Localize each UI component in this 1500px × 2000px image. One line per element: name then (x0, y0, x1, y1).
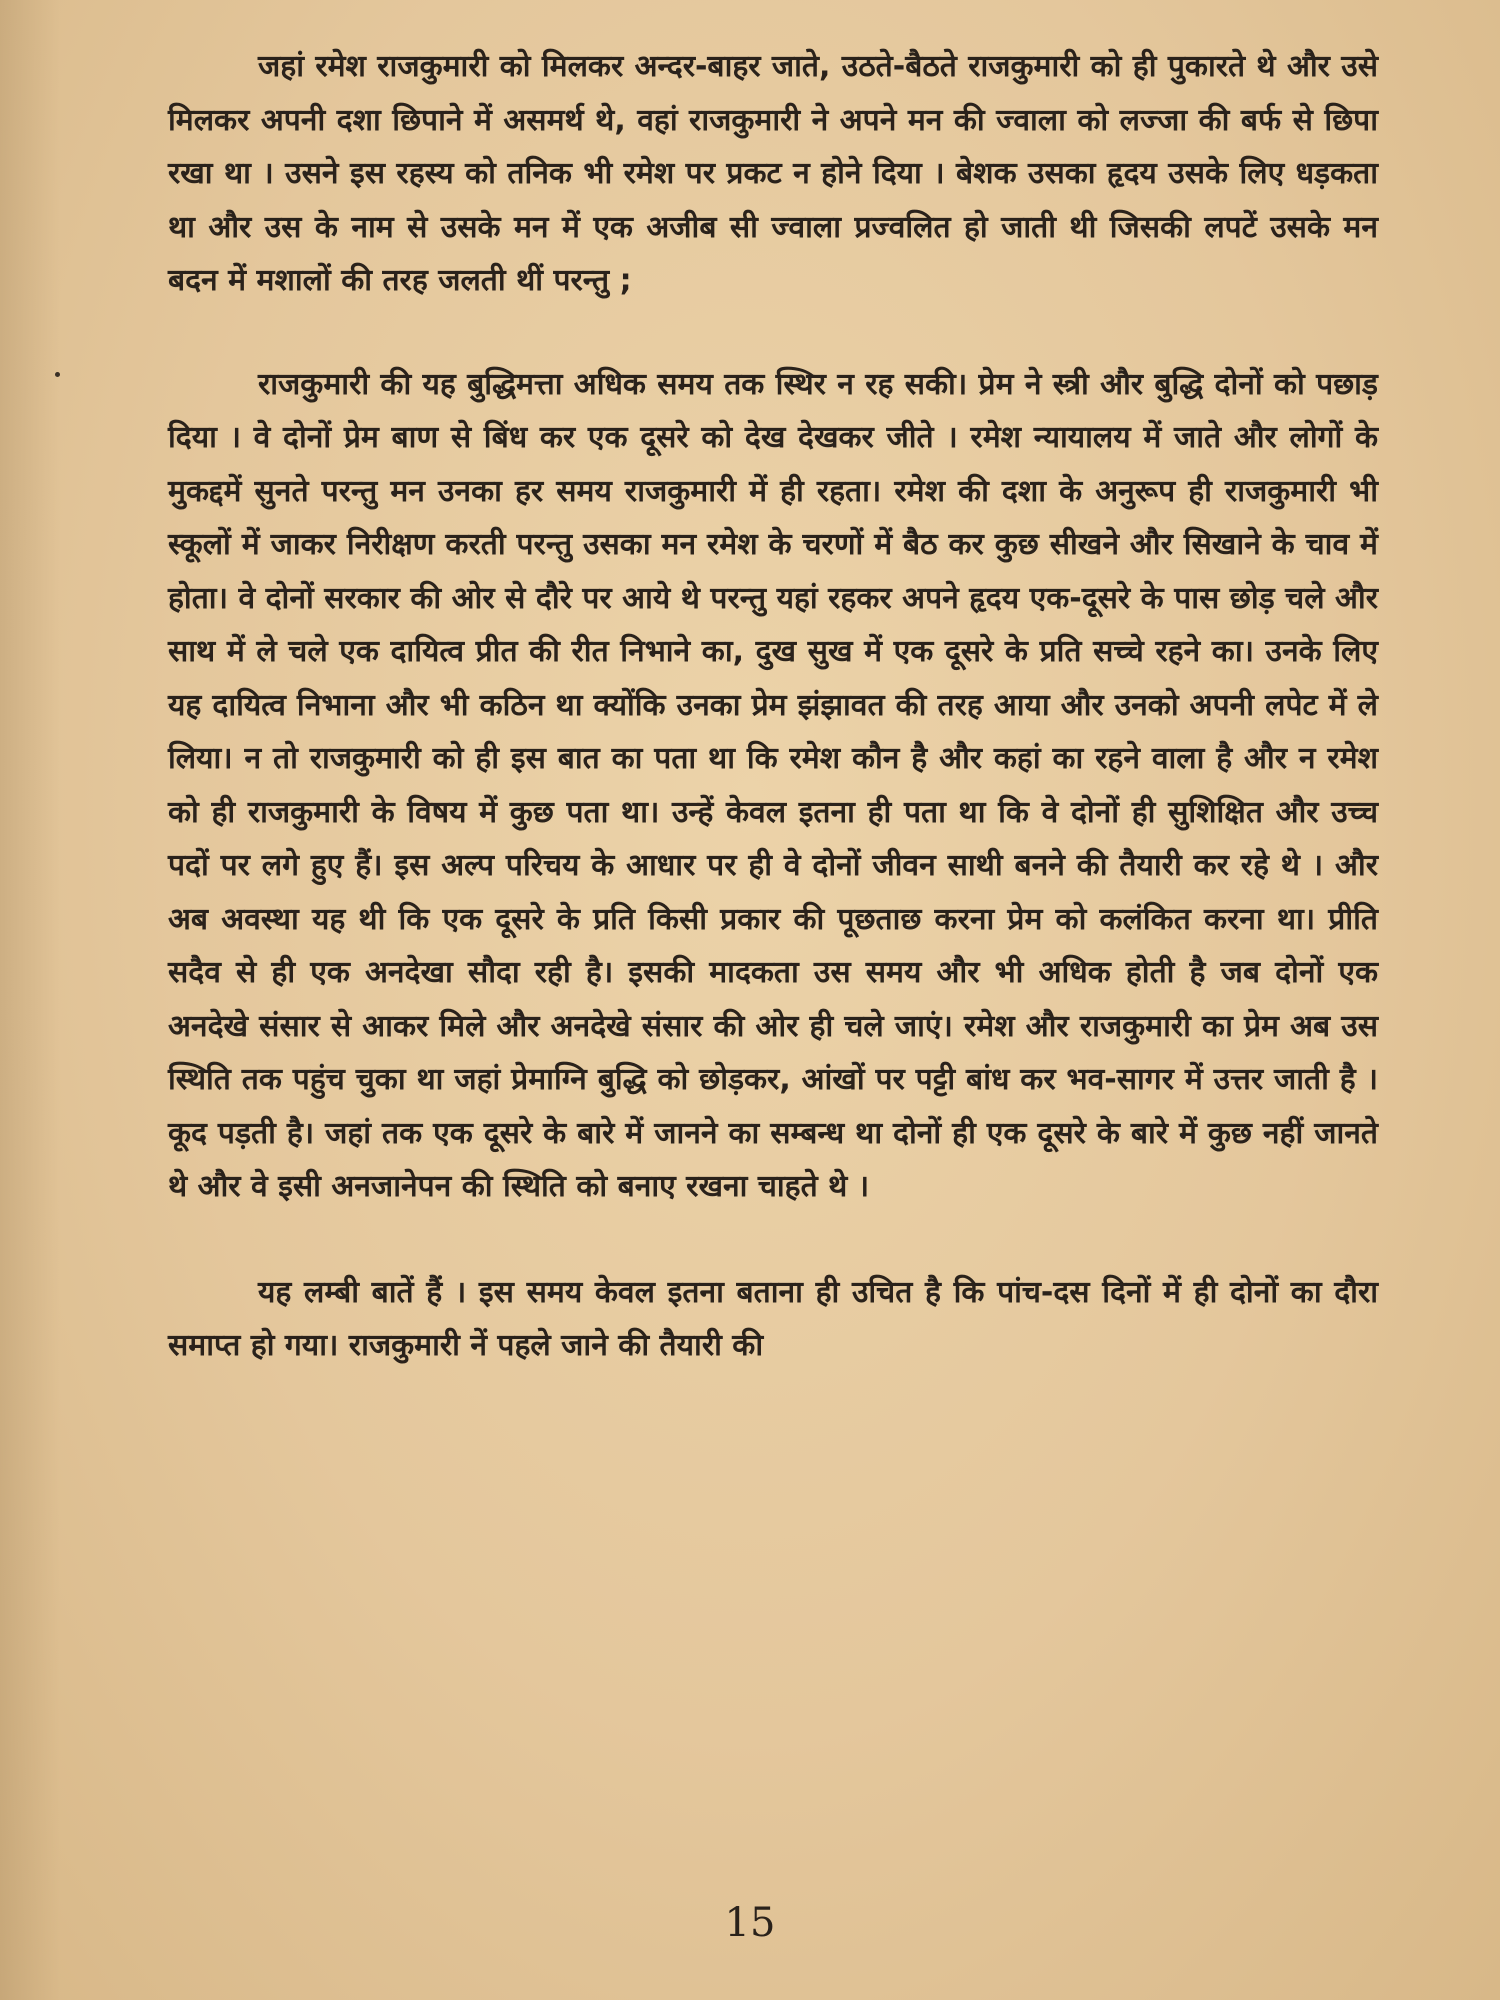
page-number: 15 (724, 1900, 776, 1946)
paragraph-1: जहां रमेश राजकुमारी को मिलकर अन्दर-बाहर जाते, उठते-बैठते राजकुमारी को ही पुकारते थे और उसे मिलकर अपनी दशा छिपाने में असमर्थ थे, वहां राजकुमारी ने अपने मन की ज्वाला को लज्जा की बर्फ से छिपा रखा था । उसने इस रहस्य को तनिक भी रमेश पर प्रकट न होने दिया । बेशक उसका हृदय उसके लिए धड़कता था और उस के नाम से उसके मन में एक अजीब सी ज्वाला प्रज्वलित हो जाती थी जिसकी लपटें उसके मन बदन में मशालों की तरह जलती थीं परन्तु ; (168, 49, 1378, 298)
page-body (168, 40, 1378, 1373)
ink-speck (55, 372, 60, 377)
paragraph-2: राजकुमारी की यह बुद्धिमत्ता अधिक समय तक स्थिर न रह सकी। प्रेम ने स्त्री और बुद्धि दोनों को पछाड़ दिया । वे दोनों प्रेम बाण से बिंध कर एक दूसरे को देख देखकर जीते । रमेश न्यायालय में जाते और लोगों के मुकद्दमें सुनते परन्तु मन उनका हर समय राजकुमारी में ही रहता। रमेश की दशा के अनुरूप ही राजकुमारी भी स्कूलों में जाकर निरीक्षण करती परन्तु उसका मन रमेश के चरणों में बैठ कर कुछ सीखने और सिखाने के चाव में होता। वे दोनों सरकार की ओर से दौरे पर आये थे परन्तु यहां रहकर अपने हृदय एक-दूसरे के पास छोड़ चले और साथ में ले चले एक दायित्व प्रीत की रीत निभाने का, दुख सुख में एक दूसरे के प्रति सच्चे रहने का। उनके लिए यह दायित्व निभाना और भी कठिन था क्योंकि उनका प्रेम झंझावत की तरह आया और उनको अपनी लपेट में ले लिया। न तो राजकुमारी को ही इस बात का पता था कि रमेश कौन है और कहां का रहने वाला है और न रमेश को ही राजकुमारी के विषय में कुछ पता था। उन्हें केवल इतना ही पता था कि वे दोनों ही सुशिक्षित और उच्च पदों पर लगे हुए हैं। इस अल्प परिचय के आधार पर ही वे दोनों जीवन साथी बनने की तैयारी कर रहे थे । और अब अवस्था यह थी कि एक दूसरे के प्रति किसी प्रकार की पूछताछ करना प्रेम को कलंकित करना था। प्रीति सदैव से ही एक अनदेखा सौदा रही है। इसकी मादकता उस समय और भी अधिक होती है जब दोनों एक अनदेखे संसार से आकर मिले और अनदेखे संसार की ओर ही चले जाएं। रमेश और राजकुमारी का प्रेम अब उस स्थिति तक पहुंच चुका था जहां प्रेमाग्नि बुद्धि को छोड़कर, आंखों पर पट्टी बांध कर भव-सागर में उत्तर जाती है । कूद पड़ती है। जहां तक एक दूसरे के बारे में जानने का सम्बन्ध था दोनों ही एक दूसरे के बारे में कुछ नहीं जानते थे और वे इसी अनजानेपन की स्थिति को बनाए रखना चाहते थे । (168, 366, 1378, 1204)
paragraph-3: यह लम्बी बातें हैं । इस समय केवल इतना बताना ही उचित है कि पांच-दस दिनों में ही दोनों का दौरा समाप्त हो गया। राजकुमारी नें पहले जाने की तैयारी की (168, 1274, 1378, 1363)
page-edge-shadow (0, 0, 60, 2000)
